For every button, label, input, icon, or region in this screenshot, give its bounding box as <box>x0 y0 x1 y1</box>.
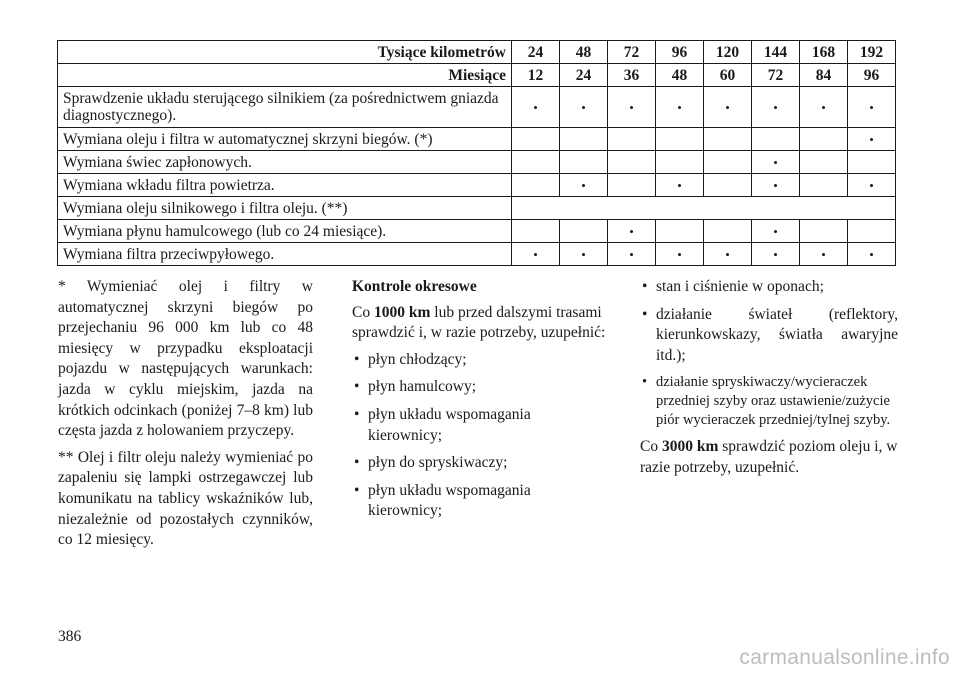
check-item-text: stan i ciśnienie w oponach; <box>656 278 824 295</box>
check-item-text: działanie spryskiwaczy/wycieraczek przedniej szyby oraz ustawienie/zużycie piór wycieraczek przedniej/tylnej szyby. <box>656 374 891 429</box>
km-header-cell: Tysiące kilometrów <box>58 41 512 64</box>
check-item-text: płyn chłodzący; <box>368 350 467 368</box>
empty-cell <box>800 174 848 197</box>
service-mark-cell: • <box>752 243 800 266</box>
bullet-icon: • <box>642 374 648 391</box>
km-value-cell: 48 <box>560 41 608 64</box>
service-mark-cell: • <box>752 151 800 174</box>
empty-cell <box>656 151 704 174</box>
maintenance-schedule-table <box>57 40 896 266</box>
km-value-cell: 144 <box>752 41 800 64</box>
checks-intro-suffix: lub przed dalszymi trasami sprawdzić i, w razie potrzeby, uzupełnić: <box>352 303 606 342</box>
bullet-icon: • <box>354 350 360 368</box>
km-value-cell: 168 <box>800 41 848 64</box>
page-number: 386 <box>58 628 82 645</box>
service-mark-cell: • <box>848 128 896 151</box>
maintenance-task-label: Wymiana oleju silnikowego i filtra oleju. (**) <box>58 197 512 220</box>
check-list-item <box>352 481 607 522</box>
empty-cell <box>656 128 704 151</box>
maintenance-row <box>58 220 896 243</box>
bullet-icon: • <box>642 278 648 295</box>
maintenance-row <box>58 87 896 128</box>
service-mark-cell: • <box>608 87 656 128</box>
service-mark-cell: • <box>560 243 608 266</box>
service-mark-cell: • <box>848 243 896 266</box>
month-value-cell: 48 <box>656 64 704 87</box>
check-list-item <box>352 377 607 398</box>
maintenance-task-label: Wymiana świec zapłonowych. <box>58 151 512 174</box>
empty-cell <box>608 174 656 197</box>
check-list-item <box>352 350 607 371</box>
empty-cell <box>704 151 752 174</box>
service-mark-cell: • <box>608 220 656 243</box>
service-mark-cell: • <box>656 243 704 266</box>
service-mark-cell: • <box>800 87 848 128</box>
service-mark-cell: • <box>752 87 800 128</box>
empty-cell <box>512 174 560 197</box>
bullet-icon: • <box>354 481 360 499</box>
check-list-item <box>352 405 607 446</box>
service-mark-cell: • <box>752 174 800 197</box>
km-value-cell: 24 <box>512 41 560 64</box>
check-list-item <box>640 305 898 367</box>
maintenance-row <box>58 197 896 220</box>
check-list-item <box>352 453 607 474</box>
footnote-automatic-transmission: * Wymieniać olej i filtry w automatycznej skrzyni biegów po przejechaniu 96 000 km lub co 48 miesięcy w przypadku eksploatacji pojazdu w następujących warunkach: jazda w cyklu miejskim, jazda na krótkich odcinkach (poniżej 7–8 km) lub częsta jazda z holowaniem przyczepy. <box>58 278 313 440</box>
checks-outro-prefix: Co <box>640 438 662 456</box>
service-mark-cell: • <box>752 220 800 243</box>
month-value-cell: 84 <box>800 64 848 87</box>
service-mark-cell: • <box>512 243 560 266</box>
empty-cell <box>800 128 848 151</box>
maintenance-row <box>58 151 896 174</box>
empty-cell <box>848 151 896 174</box>
empty-cell <box>608 151 656 174</box>
month-value-cell: 12 <box>512 64 560 87</box>
header-row-months <box>58 64 896 87</box>
bullet-icon: • <box>354 454 360 472</box>
empty-cell <box>800 220 848 243</box>
empty-cell <box>704 128 752 151</box>
maintenance-row <box>58 128 896 151</box>
maintenance-task-label: Sprawdzenie układu sterującego silnikiem (za pośrednictwem gniazda diagnostycznego). <box>58 87 512 128</box>
empty-cell <box>560 151 608 174</box>
check-item-text: płyn do spryskiwaczy; <box>368 454 508 472</box>
km-value-cell: 192 <box>848 41 896 64</box>
checks-intro-distance: 1000 km <box>373 303 431 321</box>
service-mark-cell: • <box>704 243 752 266</box>
month-value-cell: 72 <box>752 64 800 87</box>
empty-cell <box>704 220 752 243</box>
check-item-text: płyn hamulcowy; <box>368 378 477 396</box>
checks-intro <box>352 303 607 344</box>
check-item-text: płyn układu wspomagania kierownicy; <box>368 481 531 520</box>
month-value-cell: 36 <box>608 64 656 87</box>
months-header-cell: Miesiące <box>58 64 512 87</box>
empty-cell <box>512 151 560 174</box>
empty-cell <box>512 128 560 151</box>
maintenance-task-label: Wymiana filtra przeciwpyłowego. <box>58 243 512 266</box>
maintenance-row <box>58 174 896 197</box>
check-item-text: działanie świateł (reflektory, kierunkowskazy, światła awaryjne itd.); <box>656 305 898 364</box>
km-value-cell: 96 <box>656 41 704 64</box>
month-value-cell: 96 <box>848 64 896 87</box>
periodic-checks-column <box>352 277 607 529</box>
merged-empty-cell <box>512 197 896 220</box>
check-item-text: płyn układu wspomagania kierownicy; <box>368 405 531 444</box>
maintenance-task-label: Wymiana wkładu filtra powietrza. <box>58 174 512 197</box>
table-body <box>58 41 896 266</box>
service-mark-cell: • <box>704 87 752 128</box>
empty-cell <box>512 220 560 243</box>
service-mark-cell: • <box>608 243 656 266</box>
bullet-icon: • <box>354 405 360 423</box>
checks-outro <box>640 437 898 478</box>
footnote-engine-oil: ** Olej i filtr oleju należy wymieniać po zapaleniu się lampki ostrzegawczej lub komunikatu na tablicy wskaźników lub, niezależnie od pozostałych czynników, co 12 miesięcy. <box>58 448 313 549</box>
service-mark-cell: • <box>656 174 704 197</box>
service-mark-cell: • <box>560 174 608 197</box>
empty-cell <box>704 174 752 197</box>
check-list-item <box>640 373 898 430</box>
check-list-item <box>640 277 898 298</box>
empty-cell <box>608 128 656 151</box>
service-mark-cell: • <box>656 87 704 128</box>
empty-cell <box>800 151 848 174</box>
month-value-cell: 24 <box>560 64 608 87</box>
checks-outro-distance: 3000 km <box>661 438 719 456</box>
periodic-checks-column-continued <box>640 277 898 485</box>
empty-cell <box>656 220 704 243</box>
month-value-cell: 60 <box>704 64 752 87</box>
maintenance-task-label: Wymiana płynu hamulcowego (lub co 24 miesiące). <box>58 220 512 243</box>
maintenance-row <box>58 243 896 266</box>
watermark: carmanualsonline.info <box>739 646 950 669</box>
empty-cell <box>560 128 608 151</box>
service-mark-cell: • <box>560 87 608 128</box>
service-mark-cell: • <box>848 174 896 197</box>
empty-cell <box>848 220 896 243</box>
empty-cell <box>752 128 800 151</box>
km-value-cell: 72 <box>608 41 656 64</box>
service-mark-cell: • <box>512 87 560 128</box>
checks-intro-prefix: Co <box>352 303 374 321</box>
header-row-km <box>58 41 896 64</box>
empty-cell <box>560 220 608 243</box>
maintenance-task-label: Wymiana oleju i filtra w automatycznej skrzyni biegów. (*) <box>58 128 512 151</box>
checks-outro-suffix: sprawdzić poziom oleju i, w razie potrzeby, uzupełnić. <box>640 438 898 476</box>
km-value-cell: 120 <box>704 41 752 64</box>
service-mark-cell: • <box>848 87 896 128</box>
bullet-icon: • <box>354 378 360 396</box>
bullet-icon: • <box>642 305 648 323</box>
footnotes-column <box>58 277 313 557</box>
service-mark-cell: • <box>800 243 848 266</box>
periodic-checks-heading: Kontrole okresowe <box>352 278 477 295</box>
